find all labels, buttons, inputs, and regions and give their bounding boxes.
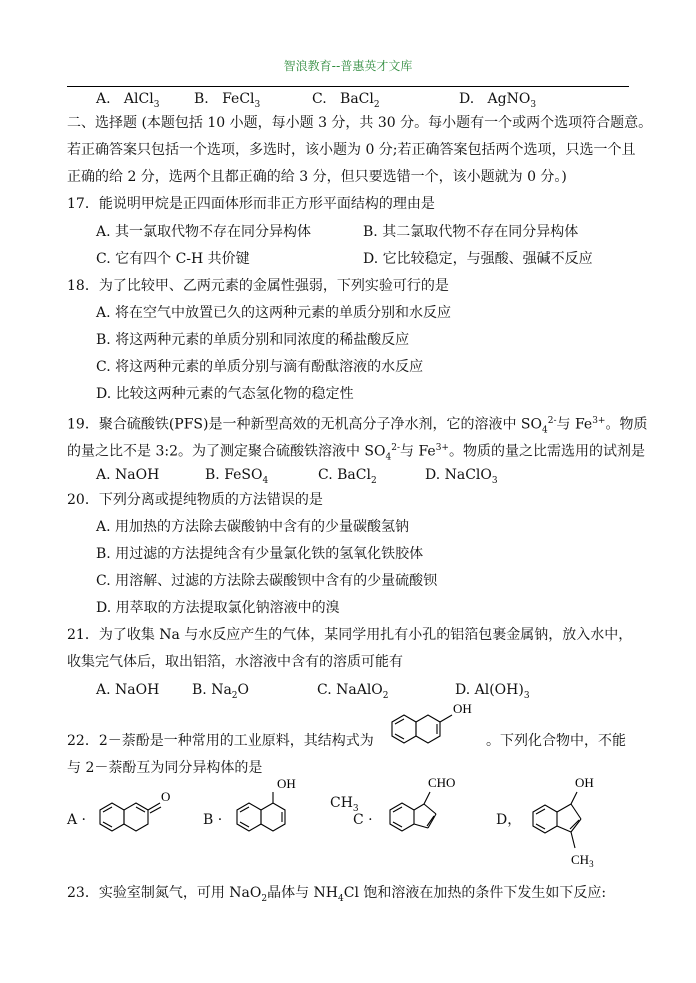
header-divider (67, 86, 629, 87)
q17-stem: 17．能说明甲烷是正四面体形而非正方形平面结构的理由是 (67, 196, 435, 212)
q19-option-c: C. BaCl$_2$ (318, 467, 377, 486)
q22-stem-line-1b: 。下列化合物中，不能 (486, 733, 626, 749)
q19-stem-line-2: 的量之比不是 3:2。为了测定聚合硫酸铁溶液中 $SO_4^{2-}$与 $Fe^{3+}$。物质的量之比需选用的试剂是 (67, 443, 645, 463)
q21-option-b: B. $Na_2O$ (192, 682, 250, 701)
oh-label: OH (453, 701, 472, 716)
o-label: O (161, 789, 171, 804)
q18-option-d: D. 比较这两种元素的气态氢化物的稳定性 (96, 386, 354, 402)
q20-option-d: D. 用萃取的方法提取氯化钠溶液中的溴 (96, 600, 340, 616)
q21-stem-line-1: 21．为了收集 Na 与水反应产生的气体，某同学用扎有小孔的铝箔包裹金属钠，放入水中， (67, 627, 633, 643)
svg-text:OH: OH (277, 776, 296, 791)
q22-option-d-structure-image (525, 772, 625, 872)
page-header-source: 智浪教育--普惠英才文库 (283, 59, 413, 73)
q22-option-b-label: B · (203, 812, 223, 828)
q22-stem-line-1a: 22．2－萘酚是一种常用的工业原料，其结构式为 (67, 733, 374, 749)
q21-stem-line-2: 收集完气体后，取出铝箔，水溶液中含有的溶质可能有 (67, 654, 403, 670)
q18-option-b: B. 将这两种元素的单质分别和同浓度的稀盐酸反应 (96, 332, 410, 348)
q18-stem: 18．为了比较甲、乙两元素的金属性强弱，下列实验可行的是 (67, 278, 449, 294)
q22-option-a-structure-image (90, 780, 190, 850)
q22-option-c-ch3: $CH_3$ (330, 795, 359, 814)
section-2-intro-line-2: 若正确答案只包括一个选项，多选时，该小题为 0 分;若正确答案包括两个选项，只选一个且 (67, 142, 636, 158)
q18-option-c: C. 将这两种元素的单质分别与滴有酚酞溶液的水反应 (96, 359, 424, 375)
q17-option-c: C. 它有四个 C-H 共价键 (96, 251, 250, 267)
q21-option-c: C. NaAlO$_2$ (317, 682, 389, 701)
q17-option-b: B. 其二氯取代物不存在同分异构体 (363, 224, 579, 240)
q22-stem-line-2: 与 2－萘酚互为同分异构体的是 (67, 760, 263, 776)
q20-stem: 20．下列分离或提纯物质的方法错误的是 (67, 492, 323, 508)
svg-text:OH: OH (575, 775, 594, 790)
q20-option-c: C. 用溶解、过滤的方法除去碳酸钡中含有的少量硫酸钡 (96, 573, 438, 589)
q16-option-d: D. AgNO$_3$ (459, 91, 537, 110)
q20-option-b: B. 用过滤的方法提纯含有少量氯化铁的氢氧化铁胶体 (96, 546, 424, 562)
q21-option-d: D. $Al(OH)_3$ (455, 682, 530, 701)
q17-option-d: D. 它比较稳定，与强酸、强碱不反应 (363, 251, 593, 267)
ch3-label: $CH_3$ (571, 852, 594, 869)
q19-option-d: D. NaClO$_3$ (425, 467, 498, 486)
q22-option-c-structure-image (380, 772, 480, 852)
q22-option-c-label: C · (353, 812, 373, 828)
q23-stem: 23．实验室制氮气，可用 NaO$_2$晶体与 $NH_4Cl$ 饱和溶液在加热的条件下发生如下反应: (67, 885, 607, 904)
q16-option-b: B. FeCl$_3$ (194, 91, 261, 110)
q20-option-a: A. 用加热的方法除去碳酸钠中含有的少量碳酸氢钠 (96, 519, 410, 535)
q19-option-a: A. NaOH (96, 467, 160, 483)
q22-option-b-structure-image (225, 772, 315, 852)
q17-option-a: A. 其一氯取代物不存在同分异构体 (96, 224, 312, 240)
q16-option-a: A. AlCl$_3$ (96, 91, 160, 110)
svg-text:CHO: CHO (428, 775, 456, 790)
q21-option-a: A. NaOH (96, 682, 160, 698)
q19-option-b: B. FeSO$_4$ (205, 467, 269, 486)
section-2-intro-line-3: 正确的给 2 分，选两个且都正确的给 3 分，但只要选错一个，该小题就为 0 分。) (67, 169, 567, 185)
q19-stem-line-1: 19．聚合硫酸铁(PFS)是一种新型高效的无机高分子净水剂，它的溶液中 $SO_4^{2-}$与 $Fe^{3+}$。物质 (67, 416, 648, 436)
q18-option-a: A. 将在空气中放置已久的这两种元素的单质分别和水反应 (96, 305, 452, 321)
q22-option-d-label: D， (496, 812, 522, 828)
q16-option-c: C. BaCl$_2$ (312, 91, 380, 110)
two-naphthol-structure-image (380, 700, 480, 760)
q22-option-a-label: A · (67, 812, 87, 828)
section-2-intro-line-1: 二、选择题 (本题包括 10 小题，每小题 3 分，共 30 分。每小题有一个或两个选项符合题意。 (67, 115, 653, 131)
